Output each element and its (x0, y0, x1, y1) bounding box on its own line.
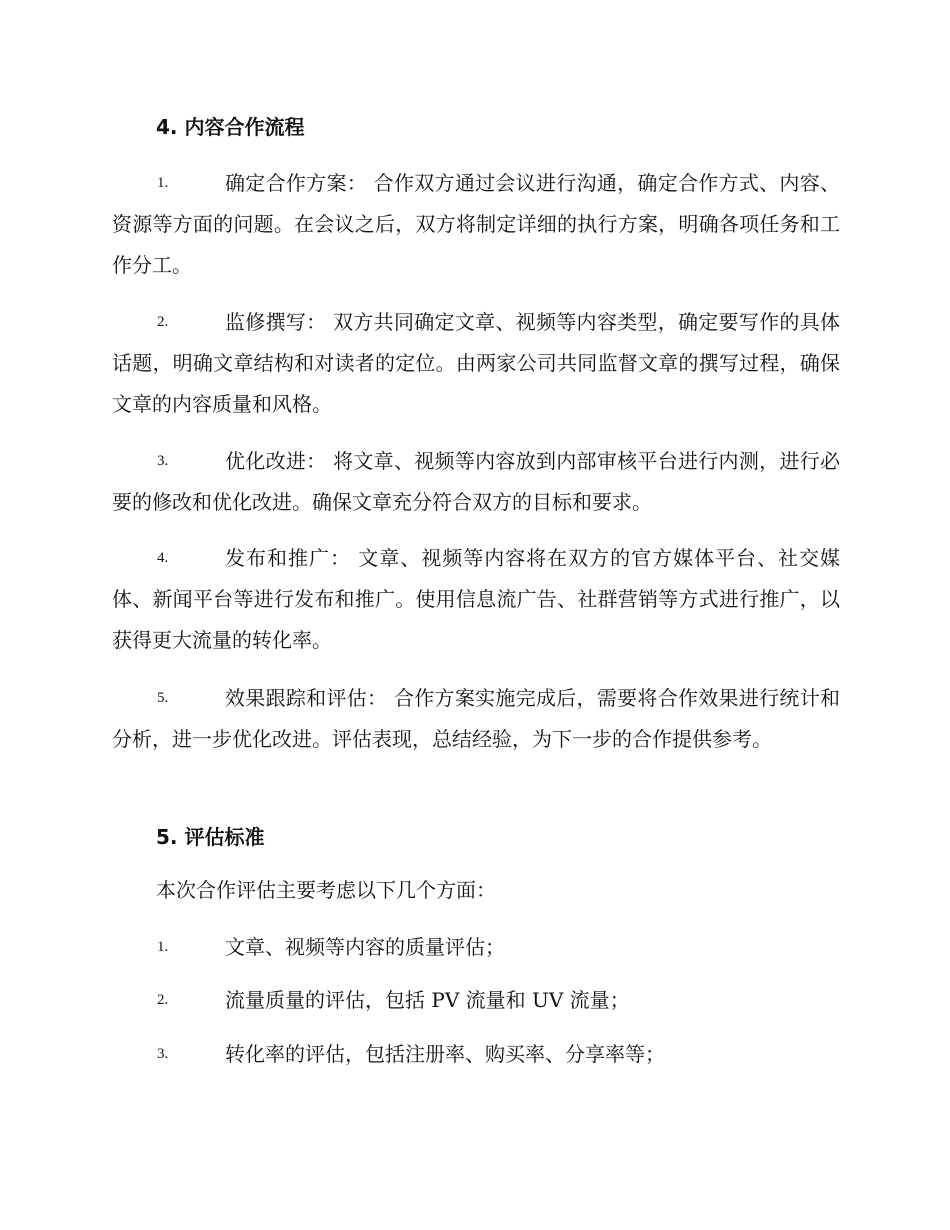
list-item-text: 效果跟踪和评估： 合作方案实施完成后，需要将合作效果进行统计和分析，进一步优化改进。评估表现，总结经验，为下一步的合作提供参考。 (112, 686, 840, 751)
list-item (112, 302, 840, 425)
list-item (112, 441, 840, 523)
list-item (112, 927, 840, 968)
list-item-number: 3. (157, 453, 169, 469)
list-item-number: 3. (157, 1046, 169, 1062)
list-item-number: 1. (157, 175, 169, 191)
list-item-text: 发布和推广： 文章、视频等内容将在双方的官方媒体平台、社交媒体、新闻平台等进行发布和推广。使用信息流广告、社群营销等方式进行推广，以获得更大流量的转化率。 (112, 546, 840, 652)
list-item-number: 1. (157, 939, 169, 955)
list-item (112, 1034, 840, 1075)
list-item-number: 2. (157, 992, 169, 1008)
list-item (112, 980, 840, 1021)
list-item-text: 监修撰写： 双方共同确定文章、视频等内容类型，确定要写作的具体话题，明确文章结构和对读者的定位。由两家公司共同监督文章的撰写过程，确保文章的内容质量和风格。 (112, 310, 840, 416)
list-item (112, 678, 840, 760)
list-item-text: 文章、视频等内容的质量评估； (225, 935, 505, 959)
list-item-text: 确定合作方案： 合作双方通过会议进行沟通，确定合作方式、内容、资源等方面的问题。在会议之后，双方将制定详细的执行方案，明确各项任务和工作分工。 (112, 171, 840, 277)
list-item (112, 538, 840, 661)
list-item-number: 5. (157, 690, 169, 706)
section-4-heading: 4. 内容合作流程 (156, 115, 305, 139)
list-item-text: 优化改进： 将文章、视频等内容放到内部审核平台进行内测，进行必要的修改和优化改进。确保文章充分符合双方的目标和要求。 (112, 449, 840, 514)
list-item-number: 4. (157, 550, 169, 566)
list-item-text: 流量质量的评估，包括 PV 流量和 UV 流量； (225, 988, 630, 1012)
list-item-number: 2. (157, 314, 169, 330)
section-5-heading: 5. 评估标准 (156, 825, 265, 849)
list-item (112, 163, 840, 286)
list-item-text: 转化率的评估，包括注册率、购买率、分享率等； (225, 1042, 665, 1066)
section-5-intro: 本次合作评估主要考虑以下几个方面： (156, 878, 496, 902)
